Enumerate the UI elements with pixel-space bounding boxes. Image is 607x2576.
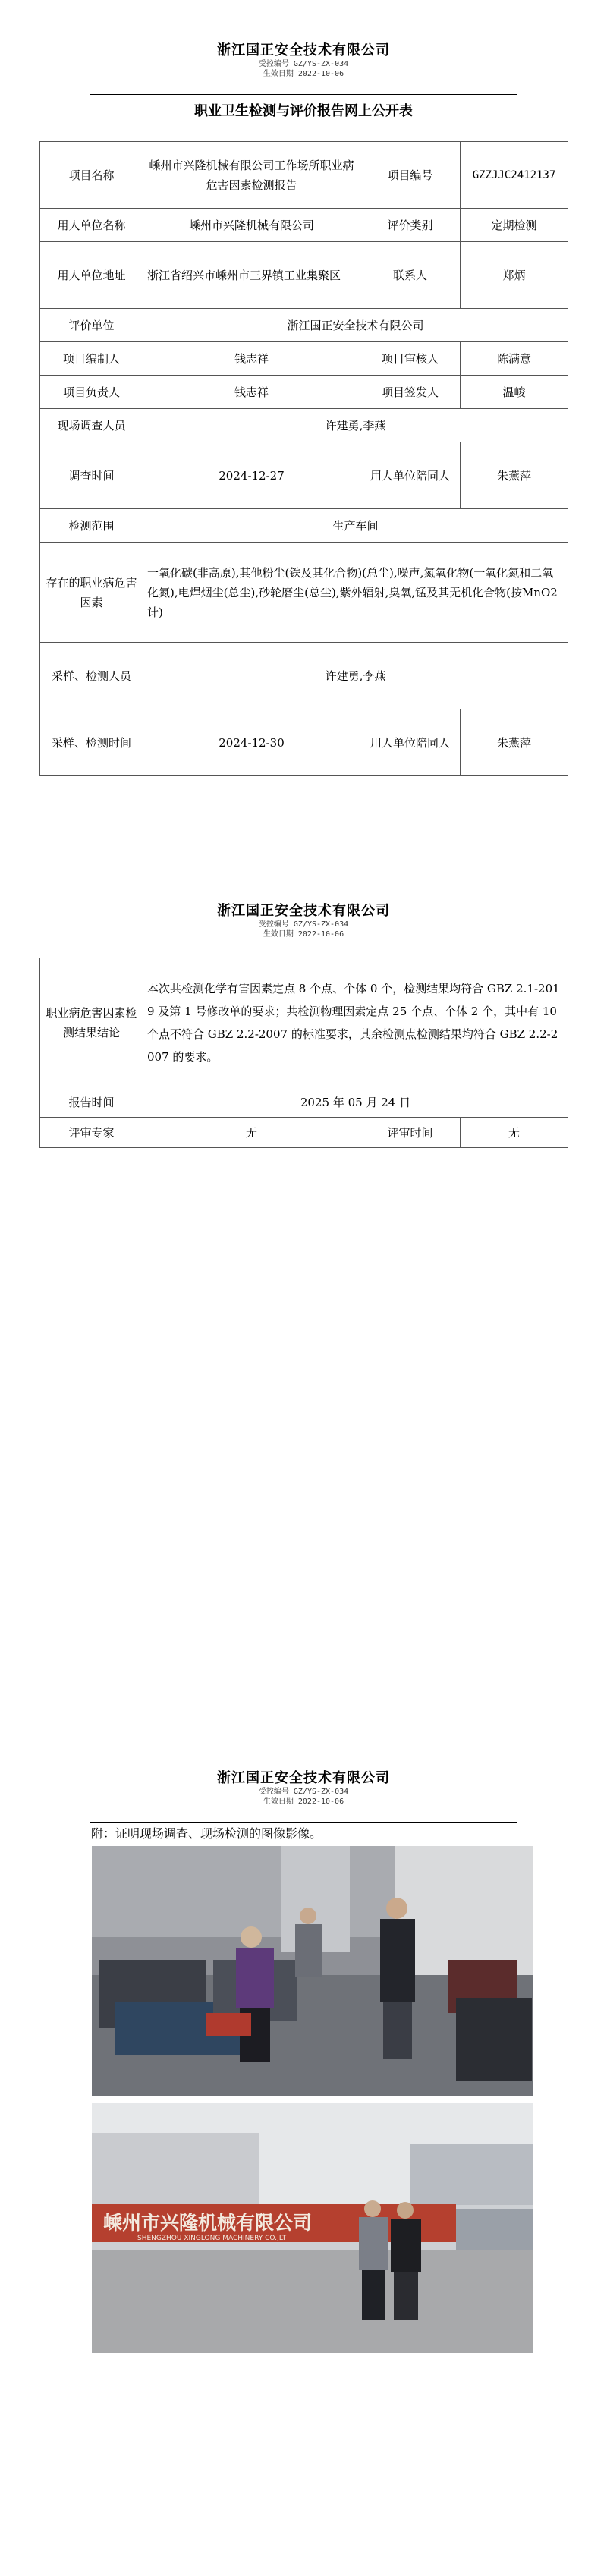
survey-time-label: 调查时间 <box>40 442 143 509</box>
leader-label: 项目负责人 <box>40 376 143 409</box>
escort-label: 用人单位陪同人 <box>360 442 461 509</box>
header-rule <box>90 1822 517 1823</box>
report-time-label: 报告时间 <box>40 1087 143 1118</box>
sampling-time-label: 采样、检测时间 <box>40 709 143 776</box>
sampling-time: 2024-12-30 <box>143 709 360 776</box>
leader: 钱志祥 <box>143 376 360 409</box>
conclusion-table <box>39 958 568 1148</box>
page-title: 职业卫生检测与评价报告网上公开表 <box>194 103 413 119</box>
page-header <box>0 42 607 79</box>
table-row <box>40 342 568 376</box>
workshop-photo <box>92 1846 533 2096</box>
table-row <box>40 1087 568 1118</box>
employer: 嵊州市兴隆机械有限公司 <box>143 209 360 242</box>
reviewer: 陈满意 <box>461 342 568 376</box>
company-name: 浙江国正安全技术有限公司 <box>217 903 390 919</box>
table-row <box>40 1118 568 1148</box>
effective-date: 生效日期 2022-10-06 <box>263 70 344 78</box>
effective-date: 生效日期 2022-10-06 <box>263 1798 344 1806</box>
contact: 郑炳 <box>461 242 568 309</box>
table-row <box>40 376 568 409</box>
company-sign-photo <box>92 2103 533 2353</box>
table-row <box>40 209 568 242</box>
company-name: 浙江国正安全技术有限公司 <box>217 42 390 58</box>
contact-label: 联系人 <box>360 242 461 309</box>
address: 浙江省绍兴市嵊州市三界镇工业集聚区 <box>143 242 360 309</box>
control-number: 受控编号 GZ/YS-ZX-034 <box>258 920 349 929</box>
samplers-label: 采样、检测人员 <box>40 643 143 709</box>
project-no: GZZJJC2412137 <box>461 142 568 209</box>
control-number: 受控编号 GZ/YS-ZX-034 <box>258 60 349 68</box>
samplers: 许建勇,李燕 <box>143 643 568 709</box>
investigators: 许建勇,李燕 <box>143 409 568 442</box>
survey-time: 2024-12-27 <box>143 442 360 509</box>
workshop-photo-image <box>92 1846 533 2096</box>
disclosure-table <box>39 141 568 776</box>
compiler: 钱志祥 <box>143 342 360 376</box>
hazards-label: 存在的职业病危害因素 <box>40 543 143 643</box>
employer-label: 用人单位名称 <box>40 209 143 242</box>
page-header <box>0 1770 607 1807</box>
eval-type-label: 评价类别 <box>360 209 461 242</box>
table-row <box>40 142 568 209</box>
table-row <box>40 509 568 543</box>
table-row <box>40 709 568 776</box>
escort2-label: 用人单位陪同人 <box>360 709 461 776</box>
eval-type: 定期检测 <box>461 209 568 242</box>
table-row <box>40 643 568 709</box>
investigators-label: 现场调查人员 <box>40 409 143 442</box>
table-row <box>40 309 568 342</box>
project-name: 嵊州市兴隆机械有限公司工作场所职业病危害因素检测报告 <box>143 142 360 209</box>
effective-date: 生效日期 2022-10-06 <box>263 930 344 939</box>
project-name-label: 项目名称 <box>40 142 143 209</box>
eval-unit-label: 评价单位 <box>40 309 143 342</box>
escort2: 朱燕萍 <box>461 709 568 776</box>
hazards: 一氧化碳(非高原),其他粉尘(铁及其化合物)(总尘),噪声,氮氧化物(一氧化氮和二氧化氮),电焊烟尘(总尘),砂轮磨尘(总尘),紫外辐射,臭氧,锰及其无机化合物(按MnO2计) <box>143 543 568 643</box>
issuer: 温峻 <box>461 376 568 409</box>
escort: 朱燕萍 <box>461 442 568 509</box>
table-row <box>40 958 568 1087</box>
compiler-label: 项目编制人 <box>40 342 143 376</box>
report-time: 2025 年 05 月 24 日 <box>143 1087 568 1118</box>
conclusion: 本次共检测化学有害因素定点 8 个点、个体 0 个，检测结果均符合 GBZ 2.1-2019 及第 1 号修改单的要求；共检测物理因素定点 25 个点、个体 2 个，其中有 10 个点不符合 GBZ 2.2-2007 的标准要求，其余检测点检测结果均符合 GBZ 2.2-2007 的要求。 <box>143 958 568 1087</box>
eval-unit: 浙江国正安全技术有限公司 <box>143 309 568 342</box>
table-row <box>40 242 568 309</box>
control-number: 受控编号 GZ/YS-ZX-034 <box>258 1788 349 1796</box>
header-rule <box>90 94 517 95</box>
address-label: 用人单位地址 <box>40 242 143 309</box>
company-sign-photo-image <box>92 2103 533 2353</box>
review-time-label: 评审时间 <box>360 1118 461 1148</box>
scope: 生产车间 <box>143 509 568 543</box>
page-header <box>0 903 607 939</box>
sign-text: 嵊州市兴隆机械有限公司 <box>103 2212 313 2234</box>
review-time: 无 <box>461 1118 568 1148</box>
reviewer-label: 项目审核人 <box>360 342 461 376</box>
project-no-label: 项目编号 <box>360 142 461 209</box>
experts: 无 <box>143 1118 360 1148</box>
table-row <box>40 442 568 509</box>
conclusion-label: 职业病危害因素检测结果结论 <box>40 958 143 1087</box>
attachment-note: 附：证明现场调查、现场检测的图像影像。 <box>91 1826 322 1841</box>
company-name: 浙江国正安全技术有限公司 <box>217 1770 390 1786</box>
sign-text-en: SHENGZHOU XINGLONG MACHINERY CO.,LT <box>137 2235 287 2242</box>
table-row <box>40 543 568 643</box>
experts-label: 评审专家 <box>40 1118 143 1148</box>
issuer-label: 项目签发人 <box>360 376 461 409</box>
scope-label: 检测范围 <box>40 509 143 543</box>
table-row <box>40 409 568 442</box>
